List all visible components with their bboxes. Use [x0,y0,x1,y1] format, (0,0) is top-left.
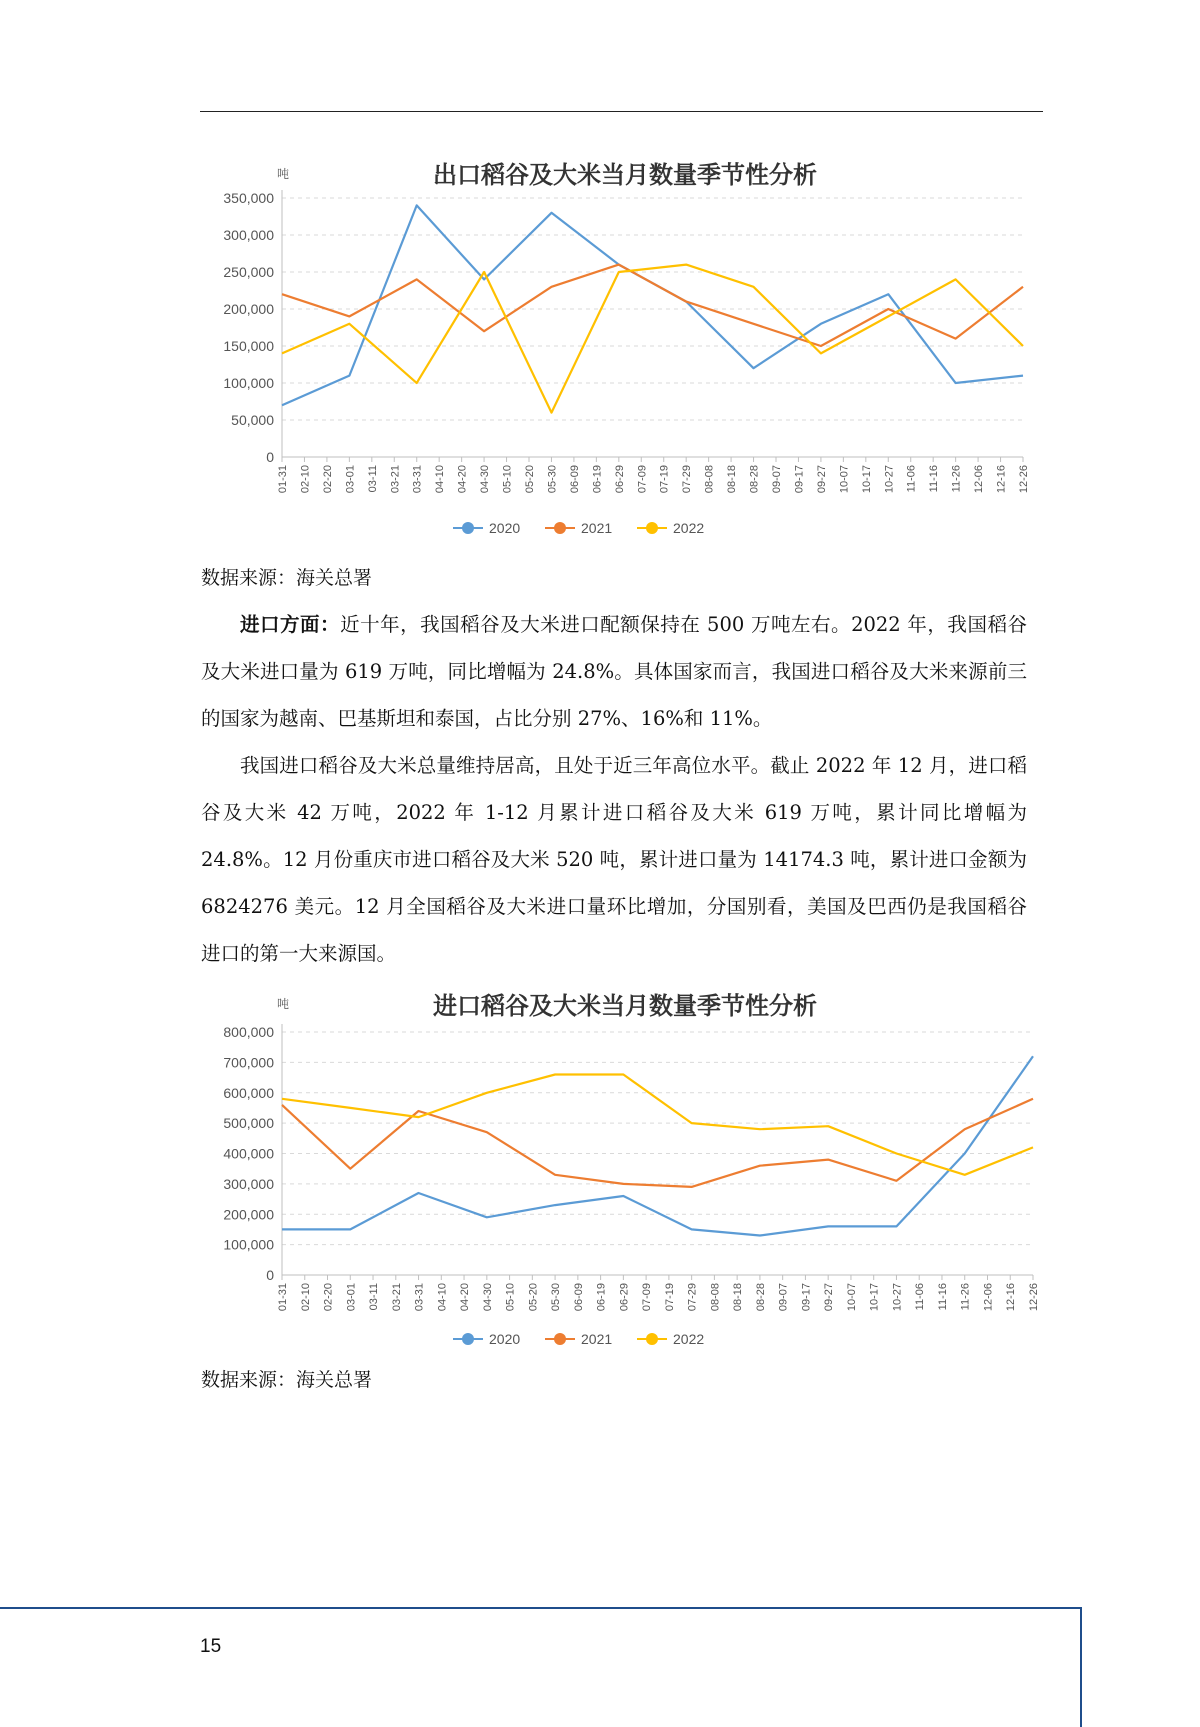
y-unit-label: 吨 [277,166,289,181]
x-tick-label: 05-30 [550,1283,562,1311]
x-tick-label: 09-27 [816,465,828,493]
x-tick-label: 08-28 [749,465,761,493]
x-tick-label: 03-01 [344,465,356,493]
x-tick-label: 07-09 [636,465,648,493]
y-tick-label: 150,000 [223,338,274,354]
x-tick-label: 02-10 [300,1283,312,1311]
y-tick-label: 50,000 [231,412,274,428]
page-number: 15 [200,1636,221,1658]
x-tick-label: 06-29 [614,465,626,493]
x-tick-label: 05-20 [524,465,536,493]
import-rice-chart-svg [195,985,1045,1355]
y-tick-label: 200,000 [223,1206,274,1222]
paragraph-import-text: 近十年，我国稻谷及大米进口配额保持在 500 万吨左右。2022 年，我国稻谷及大米进口量为 619 万吨，同比增幅为 24.8%。具体国家而言，我国进口稻谷及大米来源前三的国家为越南、巴基斯坦和泰国，占比分别 27%、16%和 11%。 [201,613,1027,730]
paragraph-import-detail [201,742,1027,977]
x-tick-label: 10-27 [891,1283,903,1311]
x-tick-label: 03-11 [367,465,379,492]
footer-frame [0,1607,1082,1727]
legend-label-2022: 2022 [673,520,704,536]
chart-title: 进口稻谷及大米当月数量季节性分析 [433,992,817,1020]
paragraph-import-detail-text: 我国进口稻谷及大米总量维持居高，且处于近三年高位水平。截止 2022 年 12 月，进口稻谷及大米 42 万吨，2022 年 1-12 月累计进口稻谷及大米 619 万吨，累计同比增幅为 24.8%。12 月份重庆市进口稻谷及大米 520 吨，累计进口量为 14174.3 吨，累计进口金额为 6824276 美元。12 月全国稻谷及大米进口量环比增加，分国别看，美国及巴西仍是我国稻谷进口的第一大来源国。 [201,754,1027,965]
x-tick-label: 07-29 [681,465,693,493]
x-tick-label: 10-27 [883,465,895,493]
x-tick-label: 11-26 [960,1283,972,1310]
y-tick-label: 300,000 [223,1176,274,1192]
y-tick-label: 0 [266,1267,274,1283]
y-tick-label: 0 [266,449,274,465]
x-tick-label: 07-19 [659,465,671,493]
x-tick-label: 11-06 [906,465,918,492]
legend-label-2021: 2021 [581,1331,612,1347]
series-line-2020 [282,1056,1033,1235]
export-rice-chart [195,150,1045,545]
legend-marker-2020 [462,522,474,534]
x-tick-label: 10-07 [846,1283,858,1311]
x-tick-label: 11-16 [928,465,940,492]
x-tick-label: 05-10 [502,465,514,493]
x-tick-label: 04-10 [434,465,446,493]
y-tick-label: 250,000 [223,264,274,280]
x-tick-label: 04-30 [479,465,491,493]
x-tick-label: 05-20 [527,1283,539,1311]
x-tick-label: 12-06 [973,465,985,493]
x-tick-label: 03-31 [412,465,424,493]
legend-label-2020: 2020 [489,1331,520,1347]
x-tick-label: 03-31 [414,1283,426,1311]
chart-title: 出口稻谷及大米当月数量季节性分析 [433,161,817,189]
x-tick-label: 06-09 [569,465,581,493]
x-tick-label: 03-11 [368,1283,380,1310]
legend-marker-2021 [554,522,566,534]
x-tick-label: 07-09 [641,1283,653,1311]
paragraph-import [201,601,1027,742]
x-tick-label: 06-29 [618,1283,630,1311]
series-line-2022 [282,265,1023,413]
x-tick-label: 06-19 [596,1283,608,1311]
x-tick-label: 08-08 [704,465,716,493]
x-tick-label: 04-10 [436,1283,448,1311]
x-tick-label: 09-17 [793,465,805,493]
x-tick-label: 09-17 [800,1283,812,1311]
y-tick-label: 100,000 [223,1237,274,1253]
import-rice-chart [195,985,1045,1355]
x-tick-label: 01-31 [277,465,289,493]
x-tick-label: 09-27 [823,1283,835,1311]
series-line-2021 [282,265,1023,346]
x-tick-label: 10-07 [838,465,850,493]
legend-marker-2021 [554,1333,566,1345]
y-unit-label: 吨 [277,996,289,1011]
legend-label-2022: 2022 [673,1331,704,1347]
series-line-2022 [282,1075,1033,1175]
x-tick-label: 08-28 [755,1283,767,1311]
x-tick-label: 08-18 [732,1283,744,1311]
x-tick-label: 06-19 [591,465,603,493]
x-tick-label: 02-20 [322,465,334,493]
x-tick-label: 03-01 [345,1283,357,1311]
export-rice-chart-svg [195,150,1045,545]
x-tick-label: 05-10 [505,1283,517,1311]
x-tick-label: 08-08 [709,1283,721,1311]
y-tick-label: 400,000 [223,1146,274,1162]
y-tick-label: 350,000 [223,190,274,206]
x-tick-label: 12-26 [1028,1283,1040,1311]
legend-label-2021: 2021 [581,520,612,536]
legend-marker-2022 [646,522,658,534]
x-tick-label: 04-20 [459,1283,471,1311]
x-tick-label: 11-26 [951,465,963,492]
data-source-2: 数据来源：海关总署 [201,1365,372,1392]
y-tick-label: 500,000 [223,1115,274,1131]
x-tick-label: 09-07 [778,1283,790,1311]
x-tick-label: 08-18 [726,465,738,493]
x-tick-label: 05-30 [546,465,558,493]
x-tick-label: 07-19 [664,1283,676,1311]
x-tick-label: 02-10 [299,465,311,493]
x-tick-label: 06-09 [573,1283,585,1311]
x-tick-label: 11-16 [937,1283,949,1310]
x-tick-label: 10-17 [869,1283,881,1311]
data-source-1: 数据来源：海关总署 [201,563,372,590]
y-tick-label: 300,000 [223,227,274,243]
legend-label-2020: 2020 [489,520,520,536]
x-tick-label: 03-21 [391,1283,403,1311]
x-tick-label: 12-26 [1018,465,1030,493]
x-tick-label: 01-31 [277,1283,289,1311]
y-tick-label: 100,000 [223,375,274,391]
header-rule [200,111,1043,112]
x-tick-label: 12-16 [996,465,1008,493]
y-tick-label: 700,000 [223,1054,274,1070]
x-tick-label: 07-29 [687,1283,699,1311]
x-tick-label: 10-17 [861,465,873,493]
x-tick-label: 11-06 [914,1283,926,1310]
legend-marker-2022 [646,1333,658,1345]
x-tick-label: 04-30 [482,1283,494,1311]
x-tick-label: 12-16 [1005,1283,1017,1311]
y-tick-label: 800,000 [223,1024,274,1040]
x-tick-label: 02-20 [323,1283,335,1311]
y-tick-label: 200,000 [223,301,274,317]
legend-marker-2020 [462,1333,474,1345]
x-tick-label: 09-07 [771,465,783,493]
paragraph-import-lead: 进口方面： [240,613,340,636]
y-tick-label: 600,000 [223,1085,274,1101]
x-tick-label: 12-06 [982,1283,994,1311]
series-line-2021 [282,1099,1033,1187]
x-tick-label: 04-20 [457,465,469,493]
x-tick-label: 03-21 [389,465,401,493]
